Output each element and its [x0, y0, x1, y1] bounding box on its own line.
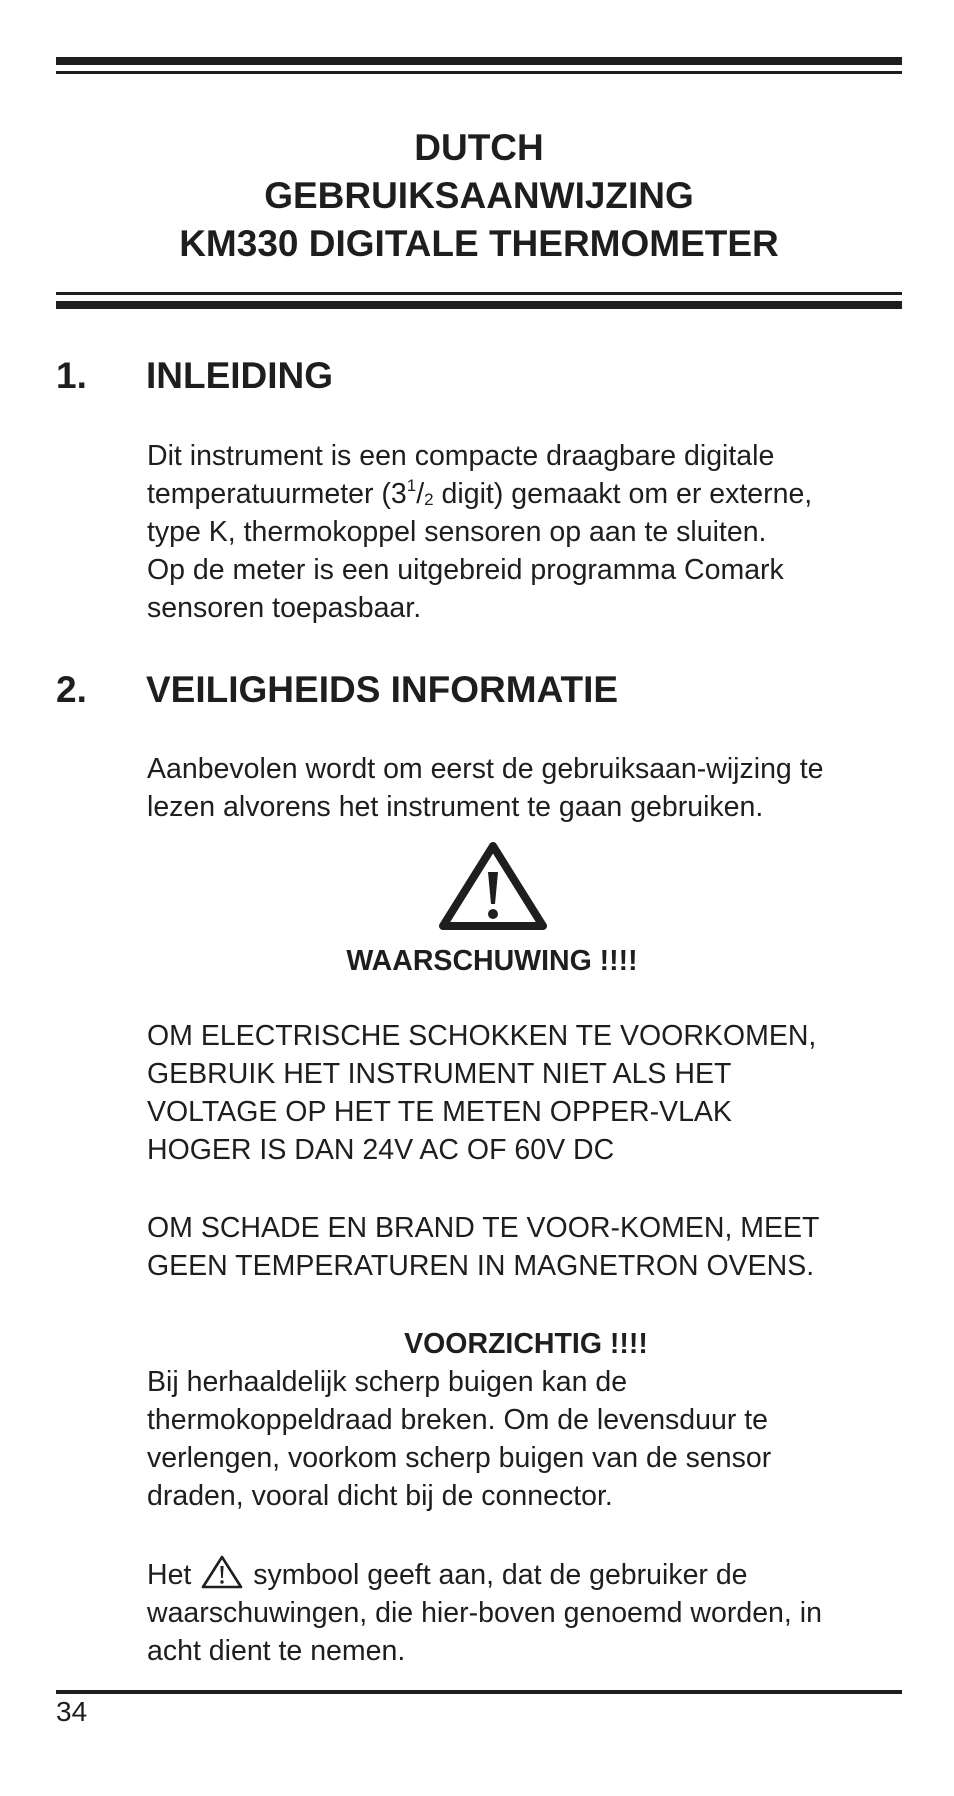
paragraph-line — [147, 1555, 907, 1594]
paragraph-line: Bij herhaaldelijk scherp buigen kan de — [147, 1366, 628, 1398]
paragraph-line: waarschuwingen, die hier-boven genoemd worden, in — [147, 1597, 822, 1629]
paragraph-line: Op de meter is een uitgebreid programma Comark — [147, 554, 784, 586]
warning-label: WAARSCHUWING !!!! — [346, 945, 638, 977]
paragraph-line: verlengen, voorkom scherp buigen van de sensor — [147, 1442, 772, 1474]
paragraph-line: type K, thermokoppel sensoren op aan te sluiten. — [147, 516, 767, 548]
paragraph-line: Aanbevolen wordt om eerst de gebruiksaan-wijzing te — [147, 753, 824, 785]
top-rule-thick — [56, 57, 902, 65]
paragraph-line: OM ELECTRISCHE SCHOKKEN TE VOORKOMEN, — [147, 1020, 817, 1052]
text-fragment: digit) gemaakt om er externe, — [433, 478, 813, 510]
warning-triangle-icon — [439, 842, 547, 930]
document-title — [56, 124, 902, 268]
warning-electric-shock — [147, 1017, 907, 1169]
paragraph-line: OM SCHADE EN BRAND TE VOOR-KOMEN, MEET — [147, 1212, 820, 1244]
paragraph-line: sensoren toepasbaar. — [147, 592, 422, 624]
section-1-title: INLEIDING — [146, 355, 334, 396]
paragraph-line: draden, vooral dicht bij de connector. — [147, 1480, 613, 1512]
paragraph-line: VOLTAGE OP HET TE METEN OPPER-VLAK — [147, 1096, 732, 1128]
title-manual: GEBRUIKSAANWIJZING — [264, 175, 694, 216]
section-2-number: 2. — [56, 669, 87, 710]
text-fragment: Het — [147, 1559, 200, 1591]
section-2-title: VEILIGHEIDS INFORMATIE — [146, 669, 619, 710]
fraction-denominator: 2 — [424, 490, 434, 509]
page-number: 34 — [56, 1696, 88, 1727]
top-rule-thin — [56, 71, 902, 74]
text-fragment: symbool geeft aan, dat de gebruiker de — [245, 1559, 748, 1591]
paragraph-line: HOGER IS DAN 24V AC OF 60V DC — [147, 1134, 615, 1166]
caution-paragraph — [147, 1363, 907, 1515]
paragraph-line — [147, 475, 907, 513]
section-1-number: 1. — [56, 355, 87, 396]
paragraph-line: GEEN TEMPERATUREN IN MAGNETRON OVENS. — [147, 1250, 815, 1282]
fraction-numerator: 1 — [406, 476, 417, 495]
paragraph-line: lezen alvorens het instrument te gaan gebruiken. — [147, 791, 764, 823]
section-1-paragraph — [147, 437, 907, 627]
paragraph-line: GEBRUIK HET INSTRUMENT NIET ALS HET — [147, 1058, 732, 1090]
footer-rule — [56, 1690, 902, 1694]
section-2-intro — [147, 750, 907, 826]
title-rule-thin — [56, 292, 902, 295]
warning-fire-damage — [147, 1209, 907, 1285]
section-2-heading — [56, 668, 618, 712]
fraction-slash: / — [416, 478, 425, 510]
caution-label: VOORZICHTIG !!!! — [404, 1328, 648, 1360]
inline-warning-icon — [201, 1555, 243, 1589]
section-1-heading — [56, 354, 333, 398]
paragraph-line: thermokoppeldraad breken. Om de levensduur te — [147, 1404, 769, 1436]
paragraph-line: Dit instrument is een compacte draagbare digitale — [147, 440, 775, 472]
title-product: KM330 DIGITALE THERMOMETER — [179, 223, 779, 264]
text-fragment: temperatuurmeter (3 — [147, 478, 407, 510]
symbol-explanation — [147, 1555, 907, 1670]
title-language: DUTCH — [414, 127, 544, 168]
title-rule-thick — [56, 301, 902, 309]
paragraph-line: acht dient te nemen. — [147, 1635, 406, 1667]
